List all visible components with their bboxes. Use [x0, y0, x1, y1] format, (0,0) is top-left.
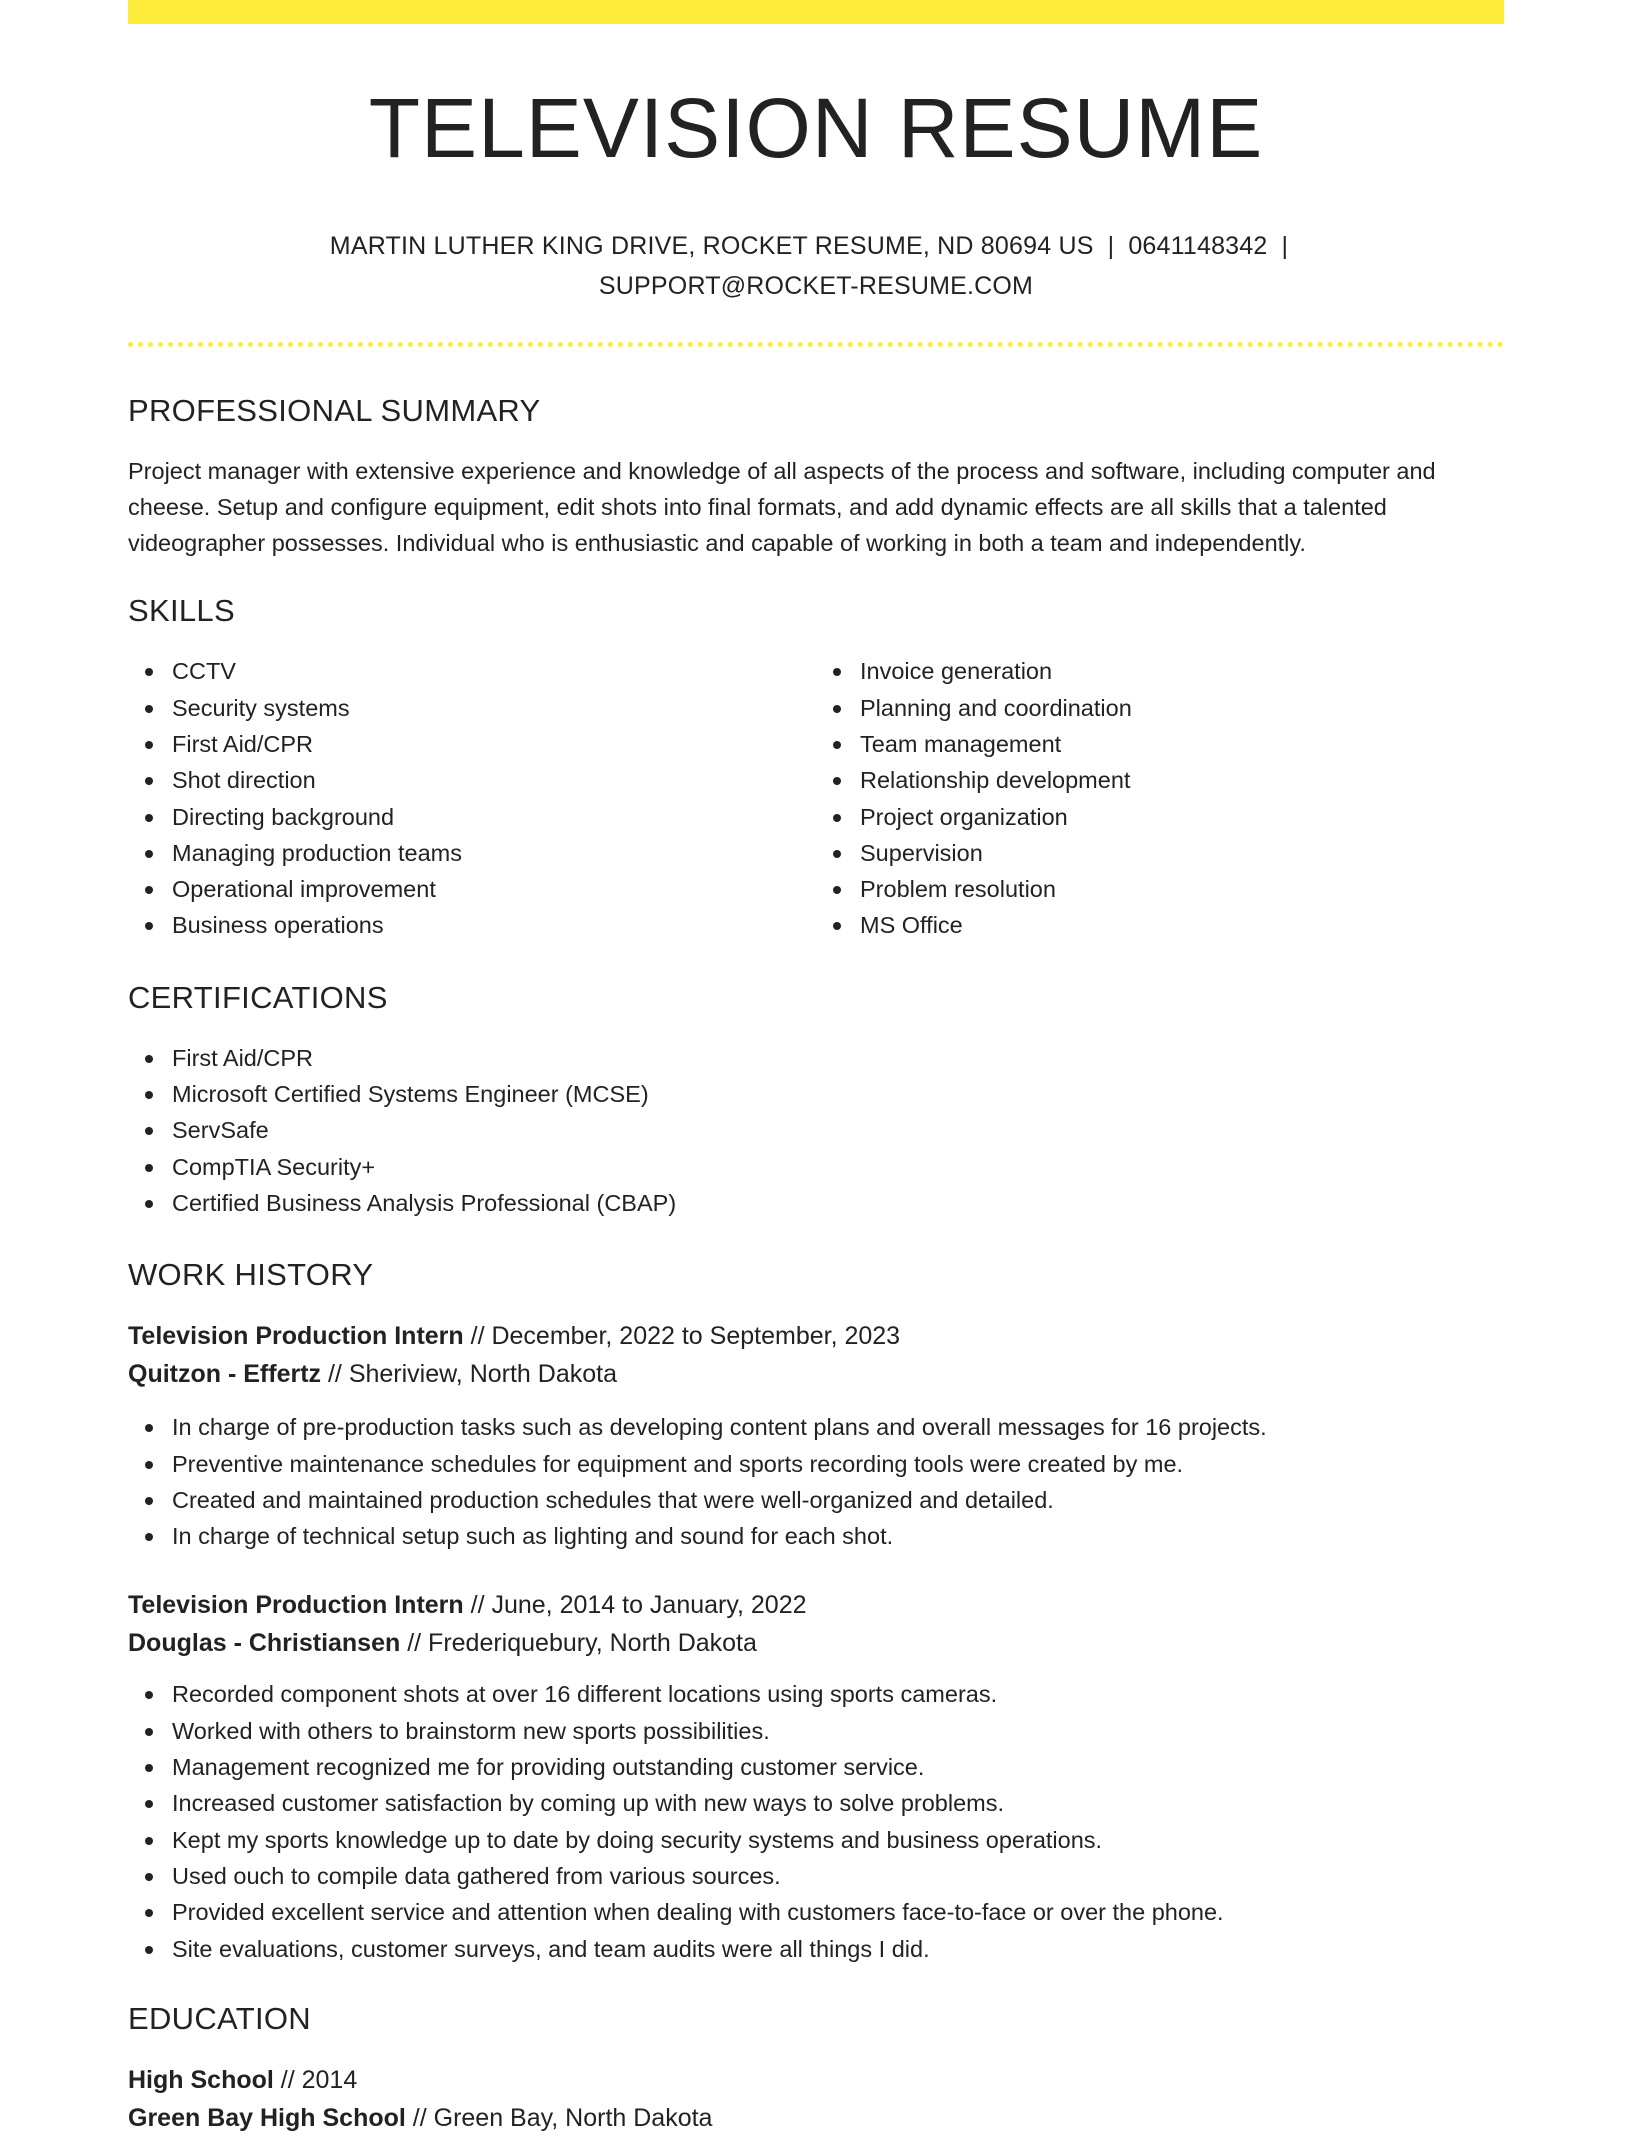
list-item: Project organization [860, 799, 1504, 835]
list-item: Increased customer satisfaction by coming up with new ways to solve problems. [172, 1785, 1504, 1821]
certifications-list [128, 1040, 1504, 1221]
education-school: Green Bay High School [128, 2103, 406, 2132]
resume-title: TELEVISION RESUME [368, 81, 1264, 175]
skills-list-left [128, 653, 816, 943]
contact-info [128, 226, 1504, 306]
job-company: Quitzon - Effertz [128, 1360, 322, 1389]
list-item: Certified Business Analysis Professional (CBAP) [172, 1185, 1504, 1221]
job-role-line [128, 1317, 1504, 1355]
job-dates: // December, 2022 to September, 2023 [463, 1322, 901, 1351]
education-school-line [128, 2099, 1504, 2137]
list-item: Security systems [172, 690, 816, 726]
education-year: // 2014 [273, 2065, 358, 2094]
list-item: Kept my sports knowledge up to date by doing security systems and business operations. [172, 1822, 1504, 1858]
list-item: Supervision [860, 835, 1504, 871]
job-location: // Frederiquebury, North Dakota [400, 1629, 757, 1658]
job-company-line [128, 1355, 1504, 1393]
list-item: First Aid/CPR [172, 726, 816, 762]
list-item: CompTIA Security+ [172, 1149, 1504, 1185]
job-dates: // June, 2014 to January, 2022 [463, 1591, 807, 1620]
job-company-line [128, 1624, 1504, 1662]
list-item: ServSafe [172, 1112, 1504, 1148]
job-location: // Sheriview, North Dakota [321, 1360, 617, 1389]
job-role: Television Production Intern [128, 1591, 464, 1620]
list-item: Shot direction [172, 762, 816, 798]
job-bullets [128, 1676, 1504, 1966]
education-heading: EDUCATION [128, 2000, 311, 2036]
list-item: Recorded component shots at over 16 different locations using sports cameras. [172, 1676, 1504, 1712]
list-item: Directing background [172, 799, 816, 835]
list-item: Preventive maintenance schedules for equipment and sports recording tools were created by me. [172, 1446, 1504, 1482]
list-item: Relationship development [860, 762, 1504, 798]
list-item: Microsoft Certified Systems Engineer (MCSE) [172, 1076, 1504, 1112]
list-item: Planning and coordination [860, 690, 1504, 726]
skills-grid [128, 653, 1504, 943]
resume-page [128, 0, 1504, 2137]
list-item: Provided excellent service and attention when dealing with customers face-to-face or over the phone. [172, 1894, 1504, 1930]
list-item: First Aid/CPR [172, 1040, 1504, 1076]
dotted-divider [128, 342, 1504, 347]
certifications-heading: CERTIFICATIONS [128, 979, 388, 1015]
list-item: Invoice generation [860, 653, 1504, 689]
contact-phone: 0641148342 [1128, 232, 1268, 261]
list-item: Business operations [172, 907, 816, 943]
list-item: Created and maintained production schedules that were well-organized and detailed. [172, 1482, 1504, 1518]
summary-heading: PROFESSIONAL SUMMARY [128, 393, 541, 429]
list-item: CCTV [172, 653, 816, 689]
job-role: Television Production Intern [128, 1322, 464, 1351]
list-item: MS Office [860, 907, 1504, 943]
list-item: Site evaluations, customer surveys, and team audits were all things I did. [172, 1931, 1504, 1967]
contact-email[interactable]: SUPPORT@ROCKET-RESUME.COM [598, 272, 1034, 301]
list-item: Worked with others to brainstorm new sports possibilities. [172, 1713, 1504, 1749]
job-role-line [128, 1586, 1504, 1624]
education-location: // Green Bay, North Dakota [405, 2103, 713, 2132]
job-entry [128, 1317, 1504, 1554]
list-item: Problem resolution [860, 871, 1504, 907]
list-item: Team management [860, 726, 1504, 762]
work-history-heading: WORK HISTORY [128, 1257, 374, 1293]
education-degree: High School [128, 2065, 274, 2094]
job-bullets [128, 1409, 1504, 1554]
job-company: Douglas - Christiansen [128, 1629, 401, 1658]
skills-heading: SKILLS [128, 593, 235, 629]
list-item: Managing production teams [172, 835, 816, 871]
skills-list-right [816, 653, 1504, 943]
contact-address: MARTIN LUTHER KING DRIVE, ROCKET RESUME, ND 80694 US [329, 232, 1094, 261]
education-entry [128, 2061, 1504, 2137]
job-entry [128, 1586, 1504, 1966]
education-degree-line [128, 2061, 1504, 2099]
list-item: In charge of pre-production tasks such as developing content plans and overall messages for 16 projects. [172, 1409, 1504, 1445]
contact-separator: | [1107, 232, 1115, 261]
list-item: Operational improvement [172, 871, 816, 907]
contact-separator: | [1281, 232, 1289, 261]
summary-text: Project manager with extensive experience and knowledge of all aspects of the process and software, including computer and cheese. Setup and configure equipment, edit shots into final formats, and add dynamic effects are all skills that a talented videographer possesses. Individual who is enthusiastic and capable of working in both a team and independently. [128, 458, 1436, 557]
list-item: Management recognized me for providing outstanding customer service. [172, 1749, 1504, 1785]
top-accent-bar [128, 0, 1504, 24]
list-item: In charge of technical setup such as lighting and sound for each shot. [172, 1518, 1504, 1554]
list-item: Used ouch to compile data gathered from various sources. [172, 1858, 1504, 1894]
